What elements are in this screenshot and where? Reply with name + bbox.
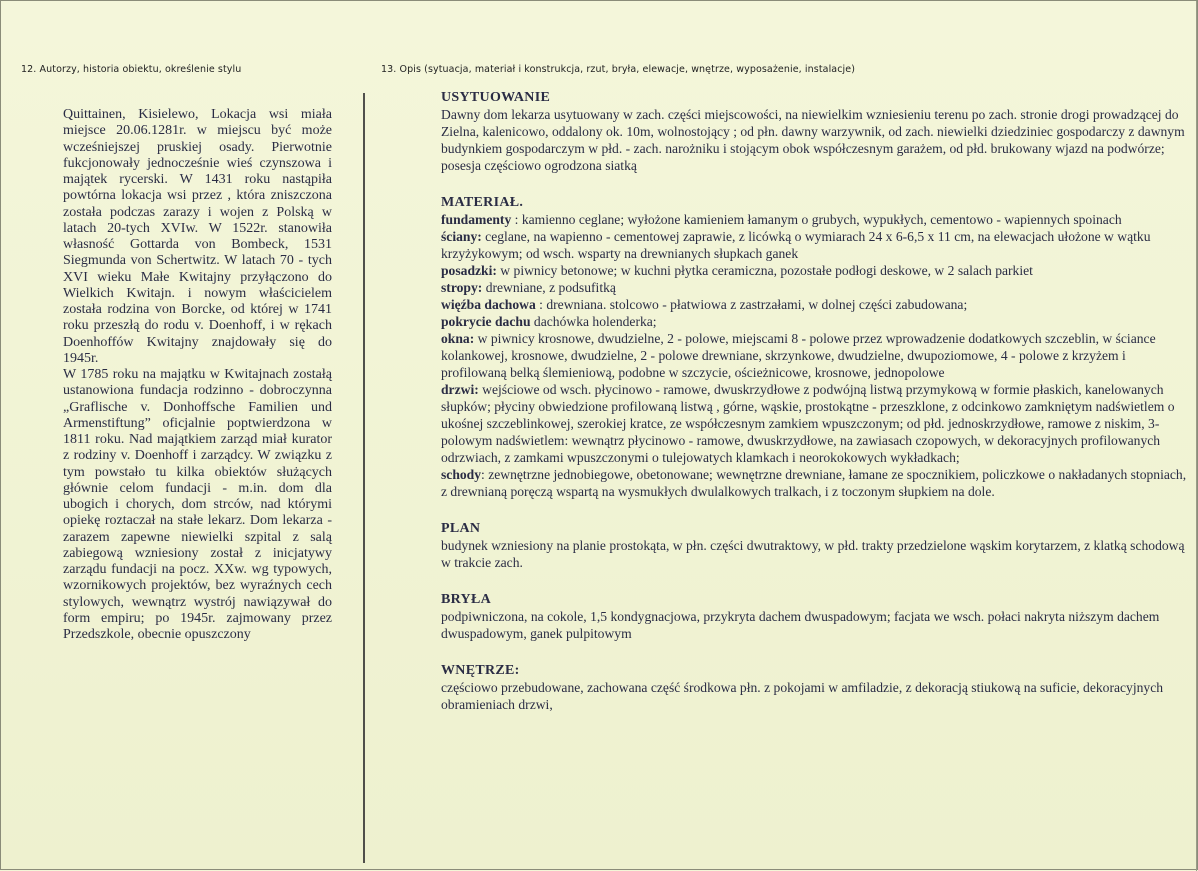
material-label: schody [441, 467, 482, 482]
section-title: MATERIAŁ. [441, 195, 524, 210]
material-item [441, 313, 1189, 330]
material-item [441, 296, 1189, 313]
history-paragraph-2: W 1785 roku na majątku w Kwitajnach zostałą ustanowiona fundacja rodzinno - dobroczynna „Graflische v. Donhoffsche Familien und Armenstiftung” oficjalnie poptwierdzona w 1811 roku. Nad majątkiem zarząd miał kurator z rodziny v. Doenhoff i zarządcy. W związku z tym powstało tu kilka obiektów służących głównie celom fundacji - m.in. dom dla ubogich i chorych, dom strców, nad którymi opiekę roztaczał na stałe lekarz. Dom lekarza - zarazem zapewne niewielki szpital z salą zabiegową wzniesiony został z inicjatywy zarządu fundacji na pocz. XXw. wg typowych, wzornikowych projektów, bez wyraźnych cech stylowych, wewnątrz wystrój nawiązywał do form empiru; po 1945r. zajmowany przez Przedszkole, obecnie opuszczony [63, 367, 332, 642]
material-item [441, 279, 1189, 296]
section-title: PLAN [441, 521, 481, 536]
material-text: : kamienno ceglane; wyłożone kamieniem łamanym o grubych, wypukłych, cementowo - wapiennych spoinach [511, 212, 1122, 227]
left-column-header: 12. Autorzy, historia obiektu, określenie stylu [21, 64, 242, 75]
material-label: okna: [441, 331, 475, 346]
section-title: USYTUOWANIE [441, 90, 551, 105]
material-item [441, 330, 1189, 381]
material-label: stropy: [441, 280, 483, 295]
material-label: pokrycie dachu [441, 314, 531, 329]
material-label: posadzki: [441, 263, 497, 278]
material-text: dachówka holenderka; [530, 314, 657, 329]
material-text: w piwnicy betonowe; w kuchni płytka ceramiczna, pozostałe podłogi deskowe, w 2 salach parkiet [496, 263, 1033, 278]
material-text: : drewniana. stolcowo - płatwiowa z zastrzałami, w dolnej części zabudowana; [535, 297, 968, 312]
section-bryla [441, 591, 1189, 642]
material-item [441, 466, 1189, 500]
history-column [63, 107, 332, 643]
material-item [441, 211, 1189, 228]
description-column [441, 89, 1189, 733]
material-text: : zewnętrzne jednobiegowe, obetonowane; wewnętrzne drewniane, łamane ze spocznikiem, policzkowe o nakładanych stopniach, z drewnianą poręczą wspartą na wysmukłych dwulalkowych tralkach, i z toczonym słupkiem na dole. [441, 467, 1187, 499]
section-text: podpiwniczona, na cokole, 1,5 kondygnacjowa, przykryta dachem dwuspadowym; facjata we wsch. połaci nakryta niższym dachem dwuspadowym, ganek pulpitowym [441, 609, 1160, 641]
material-text: w piwnicy krosnowe, dwudzielne, 2 - polowe, miejscami 8 - polowe przez wprowadzenie dodatkowych szczeblin, w ściance kolankowej, krosnowe, dwudzielne, 2 - polowe drewniane, skrzynkowe, dwudzielne, dwupoziomowe, 4 - polowe z krzyżem i profilowaną belką ślemieniową, podobne w szczycie, ościeżnicowe, krosnowe, jednopolowe [441, 331, 1156, 380]
material-text: wejściowe od wsch. płycinowo - ramowe, dwuskrzydłowe z podwójną listwą przymykową w formie płaskich, kanelowanych słupków; płyciny obwiedzione profilowaną listwą , górne, wąskie, prostokątne - przeszklone, z odcinkowo zamkniętym nadświetlem o ukośnej szczeblinkowej, szerokiej kratce, ze współczesnym zamkiem wpuszczonym; od płd. jednoskrzydłowe, ramowe z niskim, 3-polowym nadświetlem: wewnątrz płycinowo - ramowe, dwuskrzydłowe, na zawiasach czopowych, w dekoracyjnych profilowanych odrzwiach, z zamkami wpuszczonymi o tulejowatych klamkach i neorokokowych wykładkach; [441, 382, 1175, 465]
section-title: BRYŁA [441, 592, 492, 607]
section-material [441, 194, 1189, 500]
material-text: ceglane, na wapienno - cementowej zaprawie, z licówką o wymiarach 24 x 6-6,5 x 11 cm, na elewacjach ułożone w wątku krzyżykowym; od wsch. wsparty na drewnianych słupkach ganek [441, 229, 1151, 261]
right-column-header: 13. Opis (sytuacja, materiał i konstrukcja, rzut, bryła, elewacje, wnętrze, wyposażenie, instalacje) [381, 64, 856, 75]
column-divider [363, 93, 365, 863]
section-plan [441, 520, 1189, 571]
section-usytuowanie [441, 89, 1189, 174]
section-wnetrze [441, 662, 1189, 713]
section-title: WNĘTRZE: [441, 663, 520, 678]
material-label: ściany: [441, 229, 482, 244]
section-text: budynek wzniesiony na planie prostokąta, w płn. części dwutraktowy, w płd. trakty przedzielone wąskim korytarzem, z klatką schodową w trakcie zach. [441, 538, 1185, 570]
section-text: Dawny dom lekarza usytuowany w zach. części miejscowości, na niewielkim wzniesieniu terenu po zach. stronie drogi prowadzącej do Zielna, kalenicowo, oddalony ok. 10m, wolnostojący ; od płn. dawny warzywnik, od zach. niewielki dziedziniec gospodarczy z dawnym budynkiem gospodarczym w płd. - zach. narożniku i stojącym obok współczesnym garażem, od płd. brukowany wjazd na podwórze; posesja częściowo ogrodzona siatką [441, 107, 1185, 173]
material-label: fundamenty [441, 212, 512, 227]
history-paragraph-1: Quittainen, Kisielewo, Lokacja wsi miała miejsce 20.06.1281r. w miejscu być może wcześniejszej pruskiej osady. Pierwotnie fukcjonowały jednocześnie wieś czynszowa i majątek rycerski. W 1431 roku nastąpiła powtórna lokacja wsi przez , która zniszczona została podczas zarazy i wojen z Polską w latach 20-tych XVIw. W 1522r. stanowiła własność Gottarda von Bombeck, 1531 Siegmunda von Schertwitz. W latach 70 - tych XVI wieku Małe Kwitajny przyłączono do Wielkich Kwitajn. i nowym właścicielem została rodzina von Borcke, od której w 1741 roku przeszłą do rodu v. Doenhoff, i w rękach Doenhoffów Kwitajny znajdowały się do 1945r. [63, 107, 332, 366]
section-text: częściowo przebudowane, zachowana część środkowa płn. z pokojami w amfiladzie, z dekoracją stiukową na suficie, dekoracyjnych obramieniach drzwi, [441, 680, 1164, 712]
material-label: drzwi: [441, 382, 479, 397]
material-text: drewniane, z podsufitką [482, 280, 616, 295]
material-item [441, 262, 1189, 279]
material-label: więźba dachowa [441, 297, 536, 312]
page-edge [1196, 1, 1197, 871]
material-item [441, 228, 1189, 262]
material-item [441, 381, 1189, 466]
